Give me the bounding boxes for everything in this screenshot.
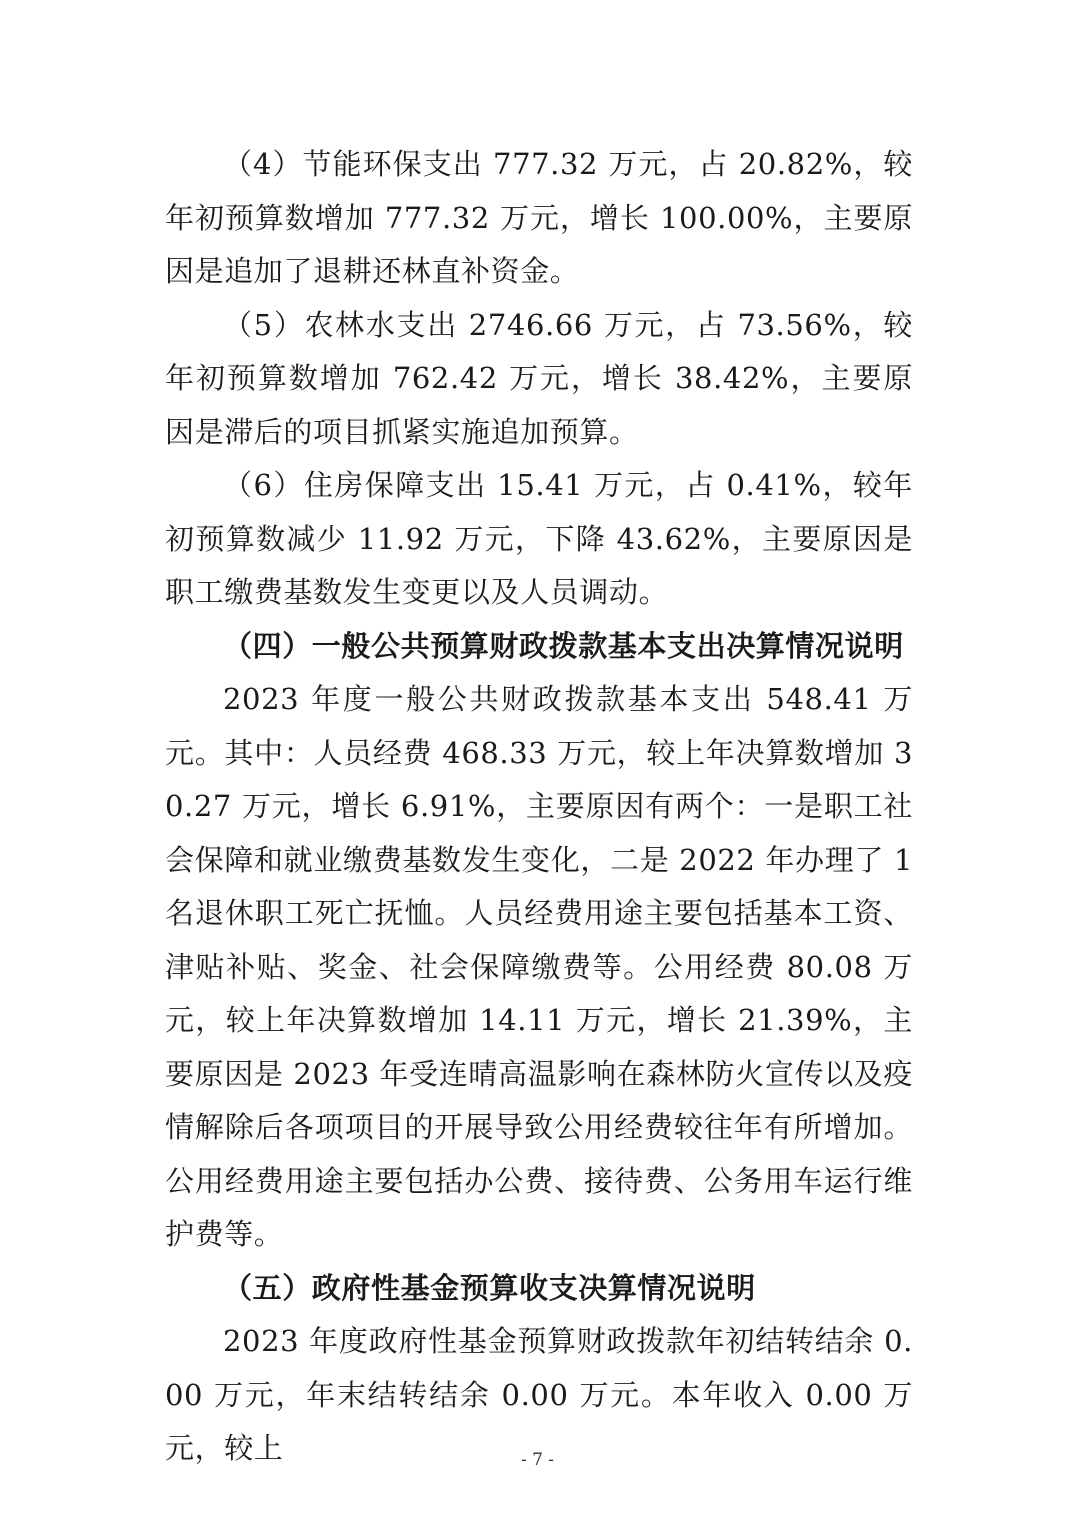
page-number: - 7 - (520, 1450, 555, 1470)
paragraph-agriculture-forestry-water: （5）农林水支出 2746.66 万元，占 73.56%，较年初预算数增加 762.42 万元，增长 38.42%，主要原因是滞后的项目抓紧实施追加预算。 (165, 307, 913, 449)
paragraph-housing-security: （6）住房保障支出 15.41 万元，占 0.41%，较年初预算数减少 11.92 万元，下降 43.62%，主要原因是职工缴费基数发生变更以及人员调动。 (165, 468, 913, 609)
section-heading-government-fund: （五）政府性基金预算收支决算情况说明 (223, 1270, 756, 1305)
paragraph-energy-environment: （4）节能环保支出 777.32 万元，占 20.82%，较年初预算数增加 777.32 万元，增长 100.00%，主要原因是追加了退耕还林直补资金。 (165, 147, 913, 288)
paragraph-basic-expenditure: 2023 年度一般公共财政拨款基本支出 548.41 万元。其中：人员经费 468.33 万元，较上年决算数增加 30.27 万元，增长 6.91%，主要原因有两个：一是职工社会保障和就业缴费基数发生变化，二是 2022 年办理了 1 名退休职工死亡抚恤。人员经费用途主要包括基本工资、津贴补贴、奖金、社会保障缴费等。公用经费 80.08 万元，较上年决算数增加 14.11 万元，增长 21.39%，主要原因是 2023 年受连晴高温影响在森林防火宣传以及疫情解除后各项项目的开展导致公用经费较往年有所增加。公用经费用途主要包括办公费、接待费、公务用车运行维护费等。 (165, 682, 913, 1251)
section-heading-basic-expenditure: （四）一般公共预算财政拨款基本支出决算情况说明 (223, 628, 904, 663)
document-body (165, 138, 913, 1476)
paragraph-government-fund: 2023 年度政府性基金预算财政拨款年初结转结余 0.00 万元，年末结转结余 0.00 万元。本年收入 0.00 万元，较上 (165, 1324, 913, 1465)
